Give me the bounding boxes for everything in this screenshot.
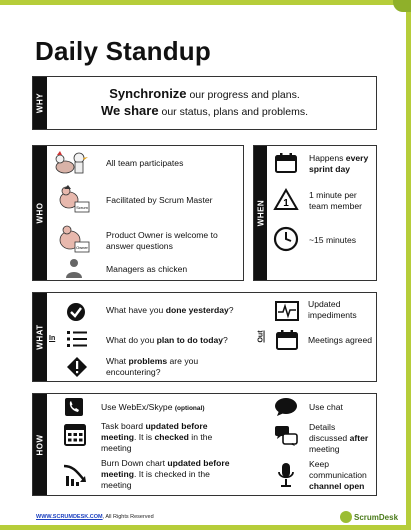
- checkmark-icon: [66, 302, 86, 322]
- when-section: [253, 145, 377, 281]
- who-item-managers: Managers as chicken: [106, 264, 188, 274]
- why-line-1: Synchronize our progress and plans.: [109, 86, 300, 101]
- who-item-facilitated: Facilitated by Scrum Master: [106, 195, 213, 205]
- when-item-fifteen-minutes: ~15 minutes: [309, 235, 357, 245]
- svg-text:Owner: Owner: [76, 245, 88, 250]
- calendar-icon: [274, 152, 298, 174]
- what-item-done-yesterday: What have you done yesterday?: [106, 305, 234, 315]
- clock-icon: [273, 226, 299, 252]
- when-item-every-sprint-day: Happens every sprint day: [309, 153, 369, 174]
- recycle-one-icon: [273, 188, 299, 212]
- when-label: WHEN: [254, 146, 267, 280]
- scrumdesk-logo: ScrumDesk: [340, 511, 392, 525]
- page-title: Daily Standup: [35, 36, 211, 66]
- how-item-webex: Use WebEx/Skype (optional): [101, 402, 205, 412]
- footer-copyright: WWW.SCRUMDESK.COM, All Rights Reserved: [36, 514, 154, 520]
- product-owner-pig-icon: [55, 222, 91, 256]
- bottom-accent-bar: [0, 525, 411, 530]
- right-accent-bar: [406, 0, 411, 530]
- how-item-chat: Use chat: [309, 402, 343, 412]
- logo-mark-icon: [340, 511, 352, 523]
- scrum-master-pig-icon: [55, 184, 91, 216]
- how-item-channel-open: Keep communication channel open: [309, 459, 367, 491]
- warning-icon: [66, 356, 88, 378]
- why-label: WHY: [33, 77, 47, 129]
- how-section: [32, 393, 377, 496]
- what-out-label: Out: [257, 330, 265, 343]
- when-item-one-minute: 1 minute per team member: [309, 190, 363, 211]
- how-item-task-board: Task board updated before meeting. It is checked in the meeting: [101, 421, 213, 453]
- who-item-all-team: All team participates: [106, 158, 184, 168]
- how-item-burndown: Burn Down chart updated before meeting. It is checked in the meeting: [101, 458, 230, 490]
- task-board-icon: [64, 424, 86, 446]
- why-line-2: We share our status, plans and problems.: [101, 103, 308, 118]
- microphone-icon: [277, 462, 295, 488]
- discussion-icon: [274, 425, 298, 447]
- chickens-pigs-team-icon: [53, 149, 93, 177]
- what-label: WHAT: [33, 293, 47, 381]
- top-accent-bar: [0, 0, 411, 5]
- who-label: WHO: [33, 146, 47, 280]
- how-label: HOW: [33, 394, 47, 495]
- footer-url-link[interactable]: WWW.SCRUMDESK.COM: [36, 514, 103, 520]
- what-item-plan-today: What do you plan to do today?: [106, 335, 228, 345]
- who-section: [32, 145, 244, 281]
- pulse-chart-icon: [275, 301, 299, 321]
- meetings-calendar-icon: [275, 329, 299, 351]
- phone-icon: [64, 397, 84, 417]
- corner-accent: [393, 0, 411, 12]
- svg-text:Scrum: Scrum: [76, 205, 88, 210]
- chat-bubble-icon: [274, 397, 298, 417]
- burndown-chart-icon: [62, 462, 88, 488]
- what-output-meetings: Meetings agreed: [308, 335, 373, 345]
- what-in-label: In: [49, 335, 56, 342]
- how-item-details: Details discussed after meeting: [309, 422, 369, 454]
- why-section: [32, 76, 377, 130]
- what-section: [32, 292, 377, 382]
- list-icon: [66, 329, 88, 349]
- manager-person-icon: [65, 258, 83, 278]
- who-item-product-owner: Product Owner is welcome to answer questions: [106, 230, 218, 251]
- svg-text:1: 1: [283, 198, 289, 209]
- what-item-problems: What problems are you encountering?: [106, 356, 199, 377]
- what-output-impediments: Updated impediments: [308, 299, 357, 320]
